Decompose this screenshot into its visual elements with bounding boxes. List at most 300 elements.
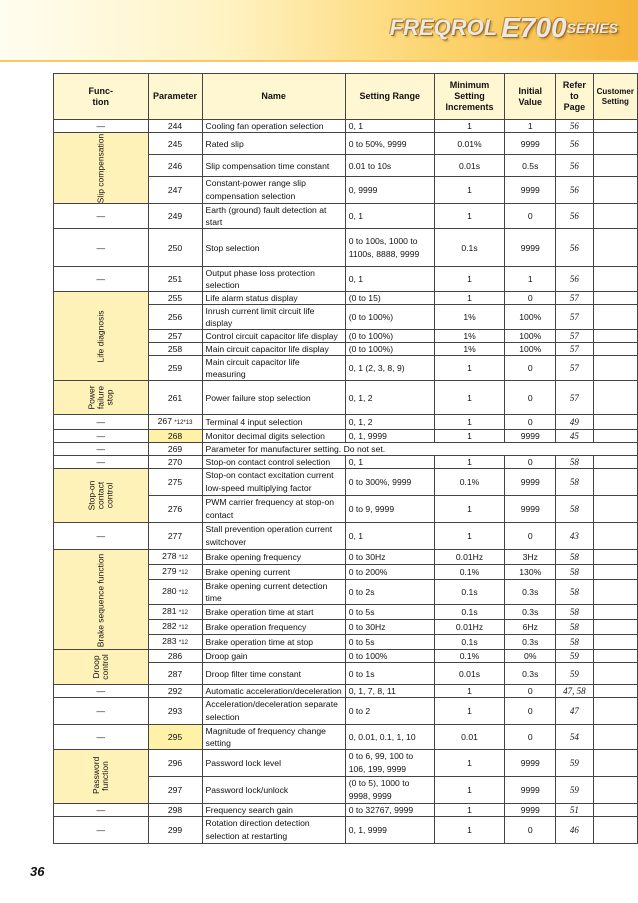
customer-setting-cell[interactable] xyxy=(593,177,637,204)
customer-setting-cell[interactable] xyxy=(593,229,637,267)
table-cell: Main circuit capacitor life display xyxy=(202,343,345,356)
customer-setting-cell[interactable] xyxy=(593,804,637,817)
param-note: *12 xyxy=(178,555,188,561)
table-cell: 9999 xyxy=(505,804,556,817)
table-cell: 269 xyxy=(148,443,202,456)
table-cell: — xyxy=(54,430,149,443)
table-cell: 1% xyxy=(434,305,505,330)
table-cell: 58 xyxy=(556,565,593,580)
table-cell: 45 xyxy=(556,430,593,443)
customer-setting-cell[interactable] xyxy=(593,565,637,580)
table-row xyxy=(54,133,638,155)
param-number: 279 xyxy=(162,566,177,576)
table-row xyxy=(54,267,638,292)
header-banner xyxy=(0,0,638,62)
customer-setting-cell[interactable] xyxy=(593,155,637,177)
table-cell: Monitor decimal digits selection xyxy=(202,430,345,443)
table-cell: (0 to 100%) xyxy=(345,343,434,356)
group-stop-on-contact xyxy=(54,469,149,523)
table-cell: — xyxy=(54,120,149,133)
group-label: Password function xyxy=(90,756,110,794)
table-cell: 1 xyxy=(434,292,505,305)
customer-setting-cell[interactable] xyxy=(593,777,637,804)
table-cell: 0.1s xyxy=(434,580,505,605)
table-cell: Acceleration/deceleration separate selection xyxy=(202,698,345,725)
table-cell: 0, 1 xyxy=(345,267,434,292)
table-cell: 47, 58 xyxy=(556,685,593,698)
table-cell: 9999 xyxy=(505,469,556,496)
customer-setting-cell[interactable] xyxy=(593,635,637,650)
table-cell: 0 to 100s, 1000 to 1100s, 8888, 9999 xyxy=(345,229,434,267)
table-cell: 1 xyxy=(505,120,556,133)
table-cell: 0, 9999 xyxy=(345,177,434,204)
table-cell: 9999 xyxy=(505,777,556,804)
model-text: E700 xyxy=(501,12,567,43)
table-cell: — xyxy=(54,725,149,750)
table-cell: 287 xyxy=(148,663,202,685)
table-cell: Parameter for manufacturer setting. Do not set. xyxy=(202,443,637,456)
table-cell: 58 xyxy=(556,580,593,605)
table-cell: 1% xyxy=(434,343,505,356)
table-cell: 58 xyxy=(556,469,593,496)
table-cell: 1 xyxy=(434,456,505,469)
col-setting-range: Setting Range xyxy=(345,74,434,120)
table-cell: 299 xyxy=(148,817,202,844)
table-cell: (0 to 100%) xyxy=(345,330,434,343)
table-cell: 0 to 100% xyxy=(345,650,434,663)
table-row xyxy=(54,750,638,777)
table-cell: 0 to 1s xyxy=(345,663,434,685)
customer-setting-cell[interactable] xyxy=(593,133,637,155)
table-cell: 0.1s xyxy=(434,229,505,267)
table-cell: — xyxy=(54,415,149,430)
table-cell: Brake operation time at start xyxy=(202,605,345,620)
col-initial-value: Initial Value xyxy=(505,74,556,120)
table-row xyxy=(54,204,638,229)
table-cell: 9999 xyxy=(505,750,556,777)
table-cell: 0.1% xyxy=(434,565,505,580)
table-header-row xyxy=(54,74,638,120)
table-cell: 58 xyxy=(556,550,593,565)
table-cell: Automatic acceleration/deceleration xyxy=(202,685,345,698)
table-cell: 0 to 200% xyxy=(345,565,434,580)
table-cell: 1 xyxy=(434,685,505,698)
table-cell: 1 xyxy=(434,817,505,844)
table-cell: 3Hz xyxy=(505,550,556,565)
table-cell: 56 xyxy=(556,229,593,267)
customer-setting-cell[interactable] xyxy=(593,523,637,550)
customer-setting-cell[interactable] xyxy=(593,267,637,292)
table-cell: 56 xyxy=(556,133,593,155)
table-cell: 0 xyxy=(505,698,556,725)
table-cell: Brake operation time at stop xyxy=(202,635,345,650)
table-cell: 59 xyxy=(556,777,593,804)
table-cell: 0.01s xyxy=(434,663,505,685)
customer-setting-cell[interactable] xyxy=(593,663,637,685)
table-cell xyxy=(148,565,202,580)
table-cell: Terminal 4 input selection xyxy=(202,415,345,430)
group-password-function xyxy=(54,750,149,804)
table-cell xyxy=(148,580,202,605)
group-label: Brake sequence function xyxy=(95,553,106,647)
table-cell: 0 xyxy=(505,415,556,430)
table-cell: 258 xyxy=(148,343,202,356)
table-cell: Stall prevention operation current switchover xyxy=(202,523,345,550)
customer-setting-cell[interactable] xyxy=(593,620,637,635)
table-cell: 57 xyxy=(556,343,593,356)
table-cell: Brake opening current xyxy=(202,565,345,580)
table-cell: 261 xyxy=(148,381,202,415)
param-number: 280 xyxy=(162,586,177,596)
table-cell: Stop-on contact excitation current low-speed multiplying factor xyxy=(202,469,345,496)
col-name: Name xyxy=(202,74,345,120)
table-cell: 1 xyxy=(434,750,505,777)
table-cell: Life alarm status display xyxy=(202,292,345,305)
table-cell: 296 xyxy=(148,750,202,777)
table-cell: 292 xyxy=(148,685,202,698)
table-cell: 250 xyxy=(148,229,202,267)
table-cell: Constant-power range slip compensation selection xyxy=(202,177,345,204)
table-cell: 57 xyxy=(556,356,593,381)
table-cell: — xyxy=(54,204,149,229)
customer-setting-cell[interactable] xyxy=(593,605,637,620)
table-cell: 0.3s xyxy=(505,635,556,650)
table-row xyxy=(54,430,638,443)
table-cell: 0 xyxy=(505,456,556,469)
customer-setting-cell[interactable] xyxy=(593,456,637,469)
table-cell: — xyxy=(54,229,149,267)
table-cell: Brake opening frequency xyxy=(202,550,345,565)
table-cell: 255 xyxy=(148,292,202,305)
table-cell: Output phase loss protection selection xyxy=(202,267,345,292)
table-cell: 1 xyxy=(434,204,505,229)
table-cell: 56 xyxy=(556,204,593,229)
param-number: 281 xyxy=(162,606,177,616)
table-cell: 0 xyxy=(505,356,556,381)
table-row xyxy=(54,804,638,817)
table-cell: Password lock level xyxy=(202,750,345,777)
table-row xyxy=(54,523,638,550)
table-cell: 0, 1, 9999 xyxy=(345,817,434,844)
table-cell: 0.5s xyxy=(505,155,556,177)
table-cell: 51 xyxy=(556,804,593,817)
table-cell: 57 xyxy=(556,330,593,343)
table-cell: 257 xyxy=(148,330,202,343)
col-func: Func- tion xyxy=(54,74,149,120)
table-cell: 9999 xyxy=(505,430,556,443)
table-cell: 0, 1, 2 xyxy=(345,381,434,415)
param-note: *12 xyxy=(178,590,188,596)
table-cell: — xyxy=(54,523,149,550)
table-cell: Inrush current limit circuit life display xyxy=(202,305,345,330)
table-cell: Droop filter time constant xyxy=(202,663,345,685)
table-cell: 0 xyxy=(505,685,556,698)
table-cell: Stop-on contact control selection xyxy=(202,456,345,469)
table-cell: (0 to 5), 1000 to 9998, 9999 xyxy=(345,777,434,804)
table-cell: 43 xyxy=(556,523,593,550)
table-cell: 0.3s xyxy=(505,605,556,620)
table-cell: Droop gain xyxy=(202,650,345,663)
table-cell: 130% xyxy=(505,565,556,580)
param-note: *12*13 xyxy=(174,420,193,426)
table-cell: 59 xyxy=(556,663,593,685)
table-cell: Stop selection xyxy=(202,229,345,267)
group-slip-compensation xyxy=(54,133,149,204)
table-cell: 0 to 9, 9999 xyxy=(345,496,434,523)
table-row xyxy=(54,469,638,496)
table-cell: 0, 1, 7, 8, 11 xyxy=(345,685,434,698)
table-cell: 249 xyxy=(148,204,202,229)
table-row xyxy=(54,685,638,698)
param-note: *12 xyxy=(178,570,188,576)
group-label: Power failure stop xyxy=(86,384,115,410)
table-cell: 0, 1 xyxy=(345,456,434,469)
series-text: SERIES xyxy=(566,20,618,36)
customer-setting-cell[interactable] xyxy=(593,469,637,496)
table-row xyxy=(54,292,638,305)
customer-setting-cell[interactable] xyxy=(593,817,637,844)
table-cell: (0 to 15) xyxy=(345,292,434,305)
param-number: 267 xyxy=(157,416,172,426)
group-droop-control xyxy=(54,650,149,685)
customer-setting-cell[interactable] xyxy=(593,580,637,605)
table-cell: PWM carrier frequency at stop-on contact xyxy=(202,496,345,523)
table-cell: Magnitude of frequency change setting xyxy=(202,725,345,750)
table-cell: 246 xyxy=(148,155,202,177)
table-cell: Frequency search gain xyxy=(202,804,345,817)
table-cell: Slip compensation time constant xyxy=(202,155,345,177)
table-cell: 0.01 xyxy=(434,725,505,750)
table-cell: 1 xyxy=(434,415,505,430)
parameter-table xyxy=(53,73,638,844)
table-cell: 0.1% xyxy=(434,469,505,496)
table-cell: 9999 xyxy=(505,496,556,523)
table-cell: 0 to 50%, 9999 xyxy=(345,133,434,155)
table-cell: 9999 xyxy=(505,229,556,267)
customer-setting-cell[interactable] xyxy=(593,356,637,381)
customer-setting-cell[interactable] xyxy=(593,725,637,750)
table-cell: 58 xyxy=(556,496,593,523)
table-cell: 0 to 32767, 9999 xyxy=(345,804,434,817)
table-cell: 0.3s xyxy=(505,663,556,685)
customer-setting-cell[interactable] xyxy=(593,292,637,305)
group-label: Slip compensation xyxy=(95,133,106,204)
table-cell: 277 xyxy=(148,523,202,550)
table-cell: 56 xyxy=(556,267,593,292)
group-life-diagnosis xyxy=(54,292,149,381)
table-cell: 1 xyxy=(434,177,505,204)
table-cell: 0 to 2 xyxy=(345,698,434,725)
table-cell: 1 xyxy=(434,430,505,443)
customer-setting-cell[interactable] xyxy=(593,550,637,565)
table-cell: 1 xyxy=(505,267,556,292)
customer-setting-cell[interactable] xyxy=(593,430,637,443)
table-cell: 0 to 6, 99, 100 to 106, 199, 9999 xyxy=(345,750,434,777)
group-power-failure-stop xyxy=(54,381,149,415)
table-row xyxy=(54,229,638,267)
table-cell: 1 xyxy=(434,381,505,415)
table-cell xyxy=(148,415,202,430)
param-number: 278 xyxy=(162,551,177,561)
customer-setting-cell[interactable] xyxy=(593,698,637,725)
table-cell: 297 xyxy=(148,777,202,804)
table-row xyxy=(54,817,638,844)
table-body xyxy=(54,120,638,844)
customer-setting-cell[interactable] xyxy=(593,496,637,523)
table-cell: 0.1s xyxy=(434,635,505,650)
customer-setting-cell[interactable] xyxy=(593,343,637,356)
table-cell: 6Hz xyxy=(505,620,556,635)
table-cell: 0, 1 xyxy=(345,204,434,229)
table-cell: 56 xyxy=(556,177,593,204)
table-cell: — xyxy=(54,804,149,817)
col-customer-setting: Customer Setting xyxy=(593,74,637,120)
table-cell: Power failure stop selection xyxy=(202,381,345,415)
table-cell: 0 xyxy=(505,817,556,844)
table-cell: 100% xyxy=(505,305,556,330)
table-cell: — xyxy=(54,817,149,844)
param-note: *12 xyxy=(178,610,188,616)
table-cell: — xyxy=(54,443,149,456)
table-cell: 0 xyxy=(505,292,556,305)
table-cell: 9999 xyxy=(505,133,556,155)
col-refer-page: Refer to Page xyxy=(556,74,593,120)
col-parameter: Parameter xyxy=(148,74,202,120)
table-cell: 0 to 30Hz xyxy=(345,550,434,565)
table-cell: 0 to 5s xyxy=(345,605,434,620)
customer-setting-cell[interactable] xyxy=(593,204,637,229)
table-cell: 1 xyxy=(434,777,505,804)
table-cell: 0, 1, 2 xyxy=(345,415,434,430)
table-cell: 286 xyxy=(148,650,202,663)
param-note: *12 xyxy=(178,625,188,631)
table-cell: 0% xyxy=(505,650,556,663)
table-cell xyxy=(148,635,202,650)
table-cell: Main circuit capacitor life measuring xyxy=(202,356,345,381)
customer-setting-cell[interactable] xyxy=(593,381,637,415)
customer-setting-cell[interactable] xyxy=(593,415,637,430)
group-label: Droop control xyxy=(90,653,110,680)
param-number: 283 xyxy=(162,636,177,646)
table-cell: 0.3s xyxy=(505,580,556,605)
table-cell: Earth (ground) fault detection at start xyxy=(202,204,345,229)
table-row xyxy=(54,381,638,415)
table-cell: 0.01Hz xyxy=(434,550,505,565)
table-cell: 0 xyxy=(505,204,556,229)
table-cell: 244 xyxy=(148,120,202,133)
table-cell: 0, 1 xyxy=(345,523,434,550)
table-row xyxy=(54,443,638,456)
table-cell: 1% xyxy=(434,330,505,343)
table-cell: — xyxy=(54,685,149,698)
table-cell: 58 xyxy=(556,620,593,635)
table-cell: 0.1s xyxy=(434,605,505,620)
table-cell: Rotation direction detection selection at restarting xyxy=(202,817,345,844)
table-cell: 259 xyxy=(148,356,202,381)
table-cell: 57 xyxy=(556,305,593,330)
table-cell: 57 xyxy=(556,381,593,415)
table-cell: 54 xyxy=(556,725,593,750)
table-cell: 1 xyxy=(434,698,505,725)
table-cell: 1 xyxy=(434,267,505,292)
table-cell xyxy=(148,605,202,620)
brand-text: FREQROL xyxy=(389,15,498,40)
group-brake-sequence xyxy=(54,550,149,650)
table-cell: 58 xyxy=(556,456,593,469)
group-label: Stop-on contact control xyxy=(86,480,115,510)
table-cell: 0, 1 (2, 3, 8, 9) xyxy=(345,356,434,381)
customer-setting-cell[interactable] xyxy=(593,650,637,663)
table-cell: 293 xyxy=(148,698,202,725)
table-row xyxy=(54,698,638,725)
col-min-increment: Minimum Setting Increments xyxy=(434,74,505,120)
table-cell: 276 xyxy=(148,496,202,523)
table-cell: Cooling fan operation selection xyxy=(202,120,345,133)
table-cell: 247 xyxy=(148,177,202,204)
table-cell: (0 to 100%) xyxy=(345,305,434,330)
table-cell: 0.1% xyxy=(434,650,505,663)
table-cell: Password lock/unlock xyxy=(202,777,345,804)
table-cell: 0 xyxy=(505,381,556,415)
table-cell: 0, 0.01, 0.1, 1, 10 xyxy=(345,725,434,750)
table-cell: 295 xyxy=(148,725,202,750)
customer-setting-cell[interactable] xyxy=(593,120,637,133)
table-row xyxy=(54,456,638,469)
table-cell: 0 to 2s xyxy=(345,580,434,605)
param-number: 282 xyxy=(162,621,177,631)
table-cell: 0.01Hz xyxy=(434,620,505,635)
param-note: *12 xyxy=(178,640,188,646)
customer-setting-cell[interactable] xyxy=(593,685,637,698)
table-cell: 270 xyxy=(148,456,202,469)
table-cell: 59 xyxy=(556,650,593,663)
table-cell: 0.01s xyxy=(434,155,505,177)
page-number: 36 xyxy=(30,864,45,879)
table-cell: 100% xyxy=(505,343,556,356)
table-cell xyxy=(148,620,202,635)
table-cell: 0 to 300%, 9999 xyxy=(345,469,434,496)
table-cell: 0, 1 xyxy=(345,120,434,133)
table-cell: 0 to 5s xyxy=(345,635,434,650)
table-row xyxy=(54,725,638,750)
table-cell: — xyxy=(54,698,149,725)
table-cell: 275 xyxy=(148,469,202,496)
table-cell: 58 xyxy=(556,605,593,620)
table-cell: 59 xyxy=(556,750,593,777)
table-cell: 251 xyxy=(148,267,202,292)
table-cell: — xyxy=(54,456,149,469)
customer-setting-cell[interactable] xyxy=(593,330,637,343)
table-cell: 1 xyxy=(434,120,505,133)
table-cell: 58 xyxy=(556,635,593,650)
table-cell: 0 xyxy=(505,523,556,550)
table-cell: 47 xyxy=(556,698,593,725)
table-cell: 1 xyxy=(434,356,505,381)
table-cell: 57 xyxy=(556,292,593,305)
table-row xyxy=(54,415,638,430)
group-label: Life diagnosis xyxy=(95,310,106,363)
table-cell: 0 xyxy=(505,725,556,750)
table-cell: 9999 xyxy=(505,177,556,204)
customer-setting-cell[interactable] xyxy=(593,750,637,777)
table-cell: 1 xyxy=(434,523,505,550)
table-cell xyxy=(148,550,202,565)
table-cell: 256 xyxy=(148,305,202,330)
table-cell: 268 xyxy=(148,430,202,443)
table-cell: 0, 1, 9999 xyxy=(345,430,434,443)
customer-setting-cell[interactable] xyxy=(593,305,637,330)
table-cell: 298 xyxy=(148,804,202,817)
